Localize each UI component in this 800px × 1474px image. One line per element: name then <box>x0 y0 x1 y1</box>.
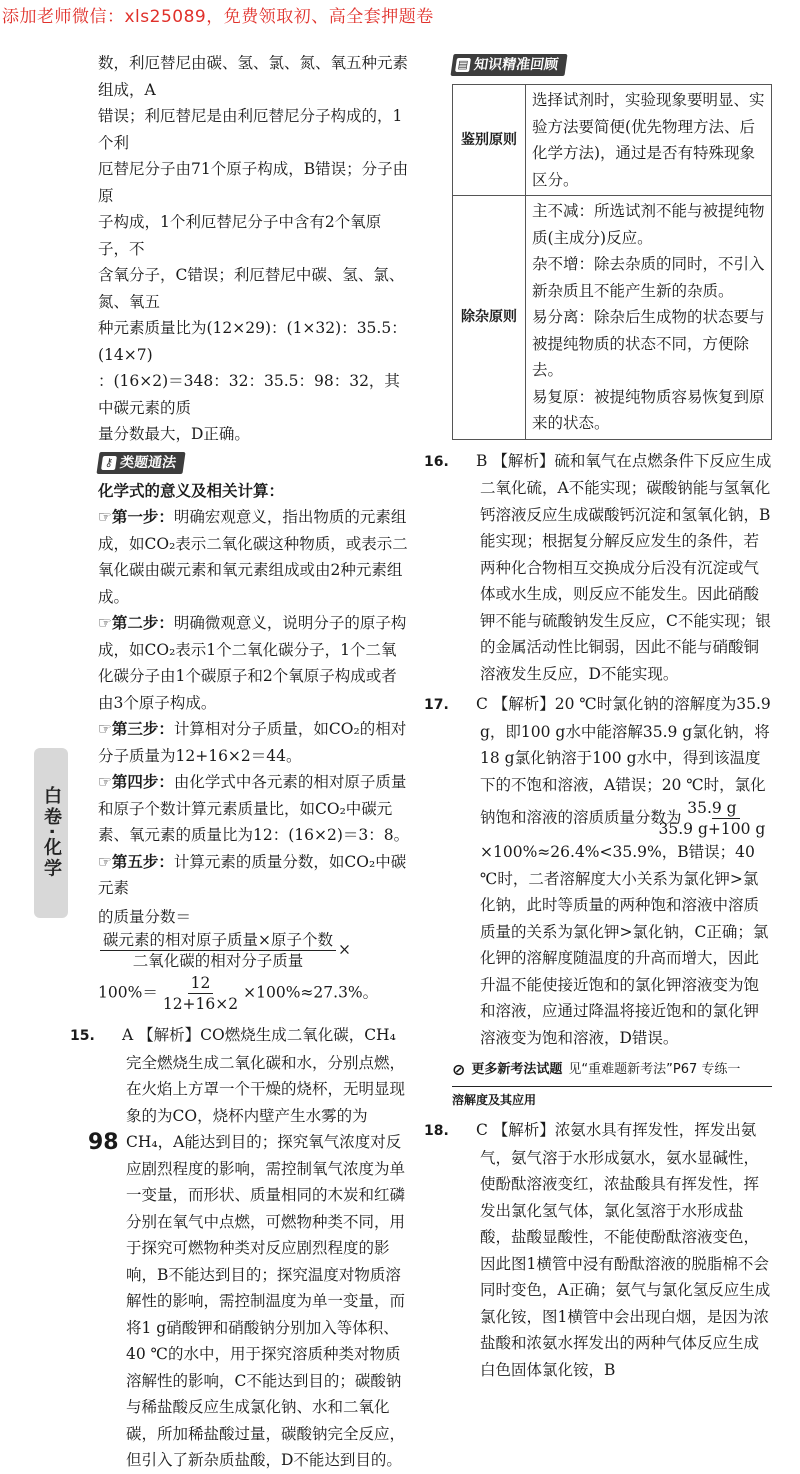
text-line: 种元素质量比为(12×29)：(1×32)：35.5：(14×7) <box>98 319 407 364</box>
text-line: ：(16×2)＝348：32：35.5：98：32，其中碳元素的质 <box>98 372 400 417</box>
fraction-numerator: 碳元素的相对原子质量×原子个数 <box>100 930 336 951</box>
table-key: 除杂原则 <box>453 196 526 440</box>
fraction <box>100 930 336 971</box>
fraction-numerator: 35.9 g <box>712 798 739 819</box>
step-mark: ☞第一步： <box>98 508 174 526</box>
text-line: 子构成，1个利厄替尼分子中含有2个氧原子，不 <box>98 213 382 258</box>
text-line: 厄替尼分子由71个原子构成，B错误；分子由原 <box>98 160 409 205</box>
cell-line: 主不减：所选试剂不能与被提纯物质(主成分)反应。 <box>532 202 765 247</box>
formula-suffix: ×100%≈27.3%。 <box>243 983 379 1002</box>
method-tag-label: 类题通法 <box>118 454 178 471</box>
table-row <box>453 196 772 440</box>
page-number: 98 <box>88 1130 119 1155</box>
question-answer: B 【解析】硫和氧气在点燃条件下反应生成二氧化硫，A不能实现；碳酸钠能与氢氧化钙溶液反应生成碳酸钙沉淀和氢氧化钠，B能实现；根据复分解反应发生的条件，若两种化合物相互交换成分后没有沉淀或气体或水生成，则反应不能发生。因此硝酸钾不能与硫酸钠发生反应，C不能实现；银的金属活动性比铜弱，因此不能与硝酸铜溶液发生反应，D不能实现。 <box>476 451 772 683</box>
fraction-denominator: 二氧化碳的相对分子质量 <box>132 952 304 970</box>
question-number: 16. <box>424 453 449 470</box>
table-cell <box>526 85 772 196</box>
table-key: 鉴别原则 <box>453 85 526 196</box>
question-answer: A 【解析】CO燃烧生成二氧化碳，CH₄完全燃烧生成二氧化碳和水，分别点燃，在火焰上方罩一个干燥的烧杯，无明显现象的为CO，烧杯内壁产生水雾的为CH₄，A能达到目的；探究氧气浓度对反应剧烈程度的影响，需控制氧气浓度为单一变量，而形状、质量相同的木炭和红磷分别在氧气中点燃，可燃物种类不同，用于探究可燃物种类对反应剧烈程度的影响，B不能达到目的；探究温度对物质溶解性的影响，需控制温度为单一变量，而将1 g硝酸钾和硝酸钠分别加入等体积、40 ℃的水中，用于探究溶质种类对物质溶解性的影响，C不能达到目的；碳酸钠与稀盐酸反应生成氯化钠、水和二氧化碳，所加稀盐酸过量，碳酸钠完全反应，但引入了新杂质盐酸，D不能达到目的。 <box>122 1026 406 1469</box>
review-section-tag <box>450 54 567 76</box>
formula-prefix: 100%＝ <box>98 983 158 1002</box>
formula-line-1 <box>98 904 410 972</box>
text-line: 数，利厄替尼由碳、氢、氯、氮、氧五种元素组成，A <box>98 54 409 99</box>
left-column <box>70 50 410 1474</box>
question-number: 15. <box>70 1028 95 1044</box>
fraction-denominator: 35.9 g+100 g <box>658 820 766 838</box>
step-mark: ☞第五步： <box>98 852 174 871</box>
question-answer-cont: ×100%≈26.4%<35.9%，B错误；40 ℃时，二者溶解度大小关系为氯化钾>氯化钠，此时等质量的两种饱和溶液中溶质质量的关系为氯化钾>氯化钠，C正确；氯化钾的溶解度随温度的升高而增大，因此升温不能使接近饱和的氯化钾溶液变为饱和溶液，应通过降温将接近饱和的氯化钾溶液变为饱和溶液，D错误。 <box>480 843 769 1047</box>
review-tag-label: 知识精准回顾 <box>472 56 560 73</box>
step-1 <box>98 504 410 610</box>
more-title: 更多新考法试题 <box>471 1062 563 1077</box>
step-text: 由化学式中各元素的相对原子质量和原子个数计算元素质量比，如CO₂中碳元素、氧元素的质量比为12：(16×2)＝3：8。 <box>98 773 410 844</box>
cell-line: 杂不增：除去杂质的同时，不引入新杂质且不能产生新的杂质。 <box>532 255 765 300</box>
more-tests-header <box>452 1057 772 1087</box>
question-answer: C 【解析】浓氨水具有挥发性，挥发出氨气，氨气溶于水形成氨水，氨水显碱性，使酚酞溶液变红，浓盐酸具有挥发性，挥发出氯化氢气体，氯化氢溶于水形成盐酸，盐酸显酸性，不能使酚酞溶液变色，因此图1横管中浸有酚酞溶液的脱脂棉不会同时变色，A正确；氨气与氯化氢反应生成氯化铵，图1横管中会出现白烟，是因为浓盐酸和浓氨水挥发出的两种气体反应生成白色固体氯化铵，B <box>476 1121 771 1379</box>
cell-line: 选择试剂时，实验现象要明显、实验方法要简便(优先物理方法、后化学方法)，通过是否有特殊现象区分。 <box>532 91 765 189</box>
question-17 <box>424 691 772 1051</box>
method-section-tag <box>96 452 185 474</box>
cell-line: 易分离：除杂后生成物的状态要与被提纯物质的状态不同，方便除去。 <box>532 308 765 379</box>
formula-prefix: 的质量分数＝ <box>98 907 192 926</box>
link-icon: ⊘ <box>452 1060 466 1079</box>
more-ref: 见“重难题新考法”P67 专练一 <box>568 1062 741 1077</box>
question-16 <box>424 448 772 688</box>
fraction-denominator: 12+16×2 <box>162 995 239 1013</box>
key-icon: ⚷ <box>101 456 117 470</box>
cell-line: 易复原：被提纯物质容易恢复到原来的状态。 <box>532 387 765 432</box>
step-text: 计算元素的质量分数，如CO₂中碳元素 <box>98 852 407 897</box>
step-mark: ☞第四步： <box>98 773 174 791</box>
step-text: 明确微观意义，说明分子的原子构成，如CO₂表示1个二氧化碳分子，1个二氧化碳分子由1个碳原子和2个氧原子构成或者由3个原子构成。 <box>98 614 407 712</box>
text-line: 量分数最大，D正确。 <box>98 425 250 443</box>
fraction <box>658 798 769 839</box>
step-mark: ☞第三步： <box>98 720 174 738</box>
text-line: 含氧分子，C错误；利厄替尼中碳、氢、氯、氮、氧五 <box>98 266 405 311</box>
step-2 <box>98 610 410 716</box>
step-mark: ☞第二步： <box>98 614 174 632</box>
right-column <box>424 50 772 1383</box>
text-line: 错误；利厄替尼是由利厄替尼分子构成的，1个利 <box>98 107 403 152</box>
table-row <box>453 85 772 196</box>
step-4 <box>98 769 410 849</box>
step-5 <box>98 849 410 902</box>
formula-suffix: × <box>338 940 351 959</box>
method-title: 化学式的意义及相关计算： <box>98 480 285 500</box>
step-3 <box>98 716 410 769</box>
question-answer: C 【解析】20 ℃时氯化钠的溶解度为35.9 g，即100 g水中能溶解35.9 g氯化钠，将18 g氯化钠溶于100 g水中，得到该温度下的不饱和溶液，A错误；20 ℃时，氯化钠饱和溶液的溶质质量分数为 <box>476 695 771 827</box>
watermark-text: 添加老师微信：xls25089，免费领取初、高全套押题卷 <box>2 7 434 27</box>
question-number: 18. <box>424 1123 449 1139</box>
fraction <box>160 973 241 1014</box>
side-tab <box>34 748 68 918</box>
table-cell <box>526 196 772 440</box>
question-number: 17. <box>424 697 449 713</box>
step-text: 计算相对分子质量，如CO₂的相对分子质量为12+16×2＝44。 <box>98 720 407 765</box>
question-18 <box>424 1117 772 1383</box>
side-tab-label: 白卷·化学 <box>41 786 62 880</box>
book-icon: ▤ <box>456 58 470 71</box>
more-subtitle: 溶解度及其应用 <box>452 1092 537 1107</box>
step-text: 明确宏观意义，指出物质的元素组成，如CO₂表示二氧化碳这种物质，或表示二氧化碳由碳元素和氧元素组成或由2种元素组成。 <box>98 508 408 606</box>
q14-continuation <box>98 50 410 448</box>
review-table <box>452 84 772 440</box>
question-15 <box>70 1022 410 1474</box>
formula-line-2 <box>98 973 410 1014</box>
fraction-numerator: 12 <box>188 973 214 994</box>
